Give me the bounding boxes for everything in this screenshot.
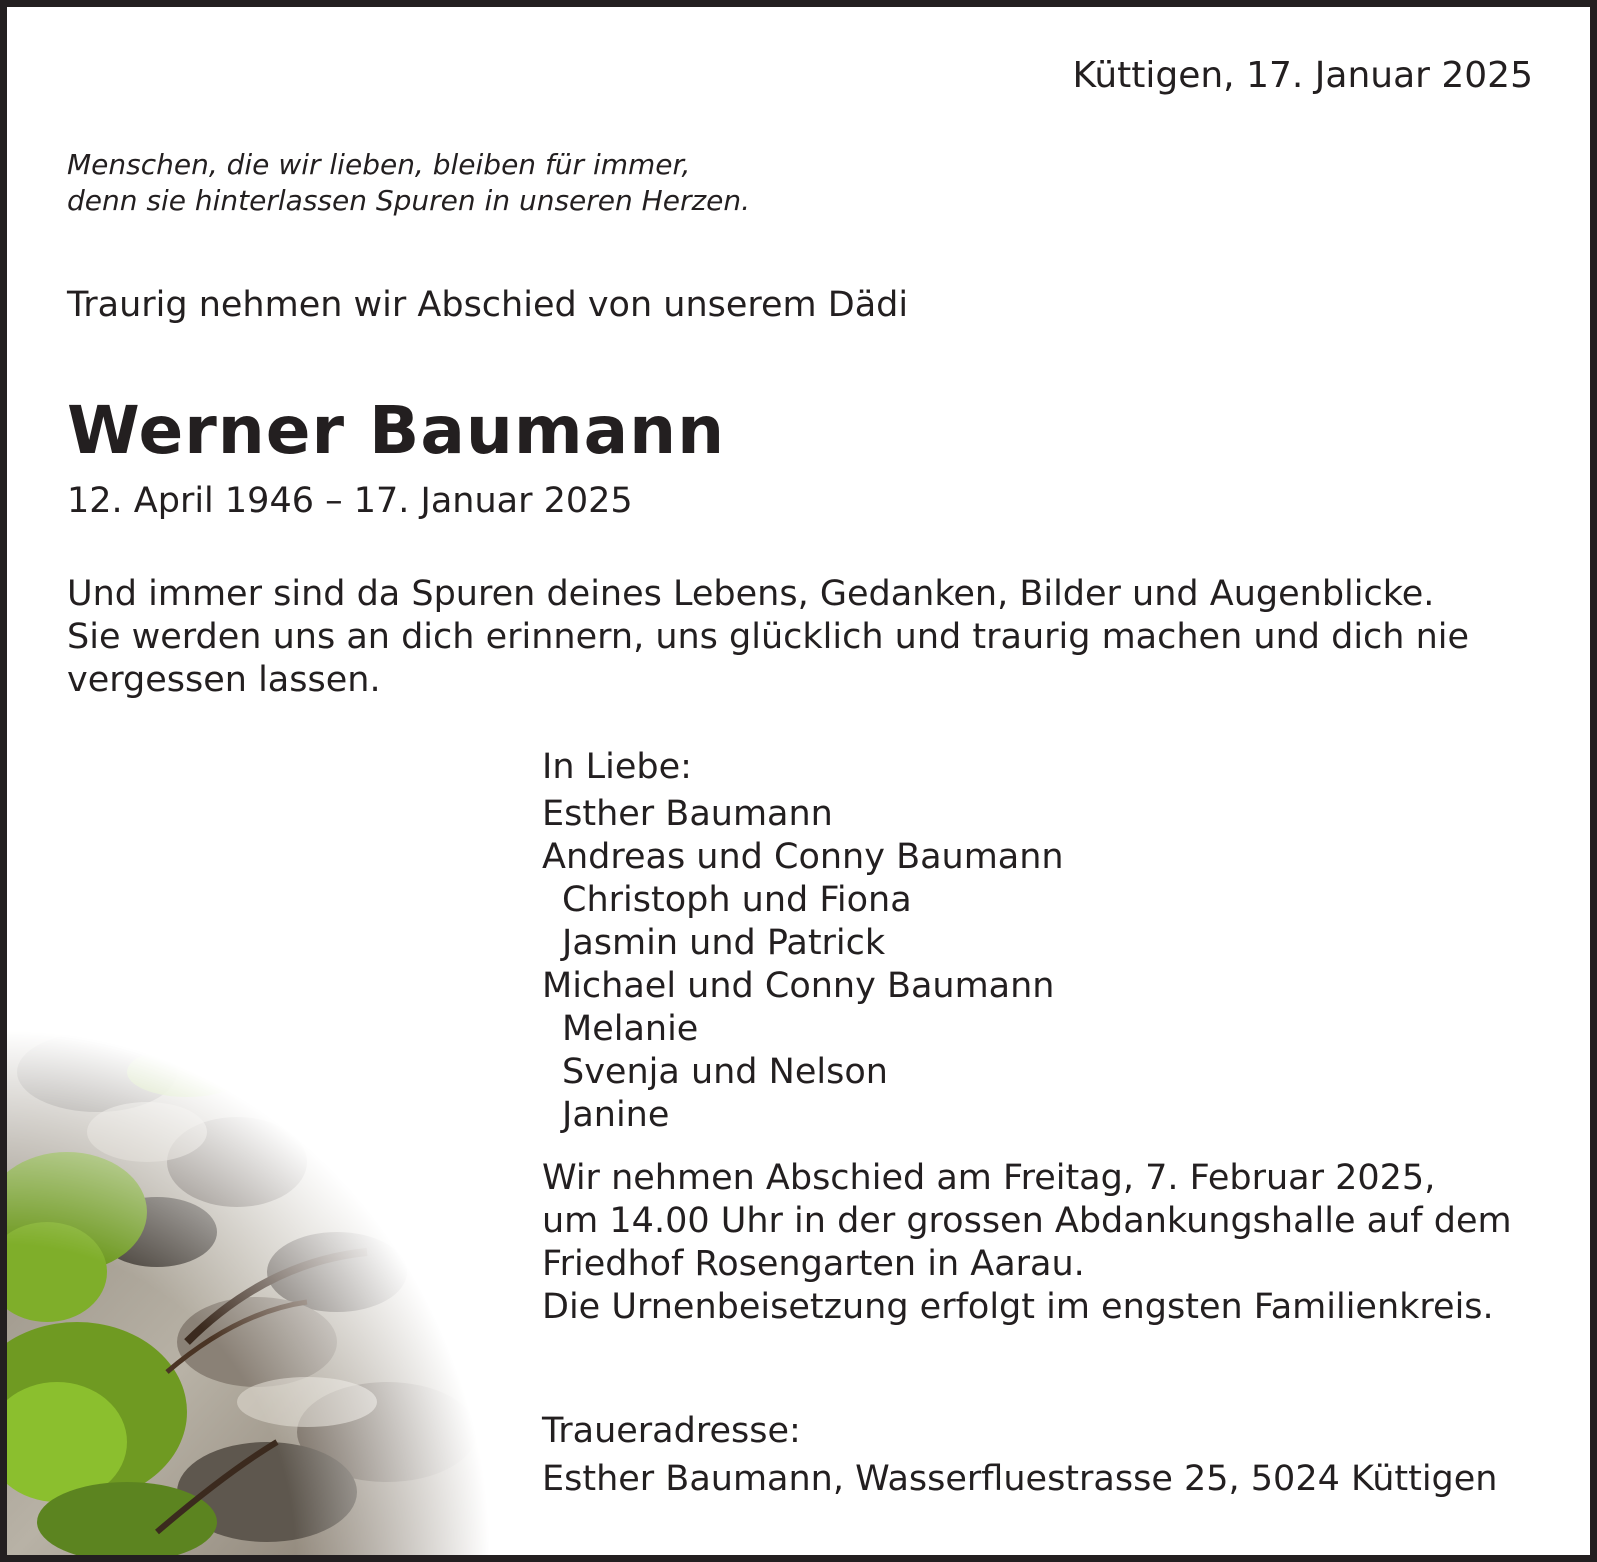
- verse-line-1: Und immer sind da Spuren deines Lebens, Gedanken, Bilder und Augenblicke.: [67, 574, 1435, 614]
- ceremony-line-4: Die Urnenbeisetzung erfolgt im engsten Familienkreis.: [542, 1287, 1494, 1327]
- motto-quote: [67, 147, 750, 219]
- mourning-address-label: Traueradresse:: [542, 1411, 801, 1451]
- mourner-entry: Esther Baumann: [542, 794, 833, 834]
- deceased-name: Werner Baumann: [67, 392, 726, 469]
- verse-line-2: Sie werden uns an dich erinnern, uns glücklich und traurig machen und dich nie: [67, 617, 1470, 657]
- mourner-entry: Janine: [562, 1095, 670, 1135]
- motto-line-1: Menschen, die wir lieben, bleiben für immer,: [67, 148, 691, 181]
- mourner-entry: Svenja und Nelson: [562, 1052, 888, 1092]
- motto-line-2: denn sie hinterlassen Spuren in unseren Herzen.: [67, 184, 751, 217]
- place-date: Küttigen, 17. Januar 2025: [1072, 55, 1533, 96]
- mossy-stream-photo: [7, 1012, 507, 1562]
- ceremony-line-1: Wir nehmen Abschied am Freitag, 7. Februar 2025,: [542, 1158, 1436, 1198]
- mourner-entry: Andreas und Conny Baumann: [542, 837, 1064, 877]
- memorial-verse: [67, 573, 1547, 702]
- ceremony-info: [542, 1157, 1512, 1329]
- mourners-list: [542, 793, 1064, 1137]
- verse-line-3: vergessen lassen.: [67, 660, 381, 700]
- mourner-entry: Jasmin und Patrick: [562, 923, 886, 963]
- mourner-entry: Michael und Conny Baumann: [542, 966, 1055, 1006]
- mourner-entry: Melanie: [562, 1009, 699, 1049]
- lifespan-dates: 12. April 1946 – 17. Januar 2025: [67, 481, 633, 521]
- mourner-entry: Christoph und Fiona: [562, 880, 912, 920]
- ceremony-line-2: um 14.00 Uhr in der grossen Abdankungshalle auf dem: [542, 1201, 1512, 1241]
- mourning-address: Esther Baumann, Wasserfluestrasse 25, 5024 Küttigen: [542, 1459, 1498, 1499]
- ceremony-line-3: Friedhof Rosengarten in Aarau.: [542, 1244, 1085, 1284]
- intro-line: Traurig nehmen wir Abschied von unserem Dädi: [67, 285, 909, 325]
- mourners-label: In Liebe:: [542, 747, 692, 787]
